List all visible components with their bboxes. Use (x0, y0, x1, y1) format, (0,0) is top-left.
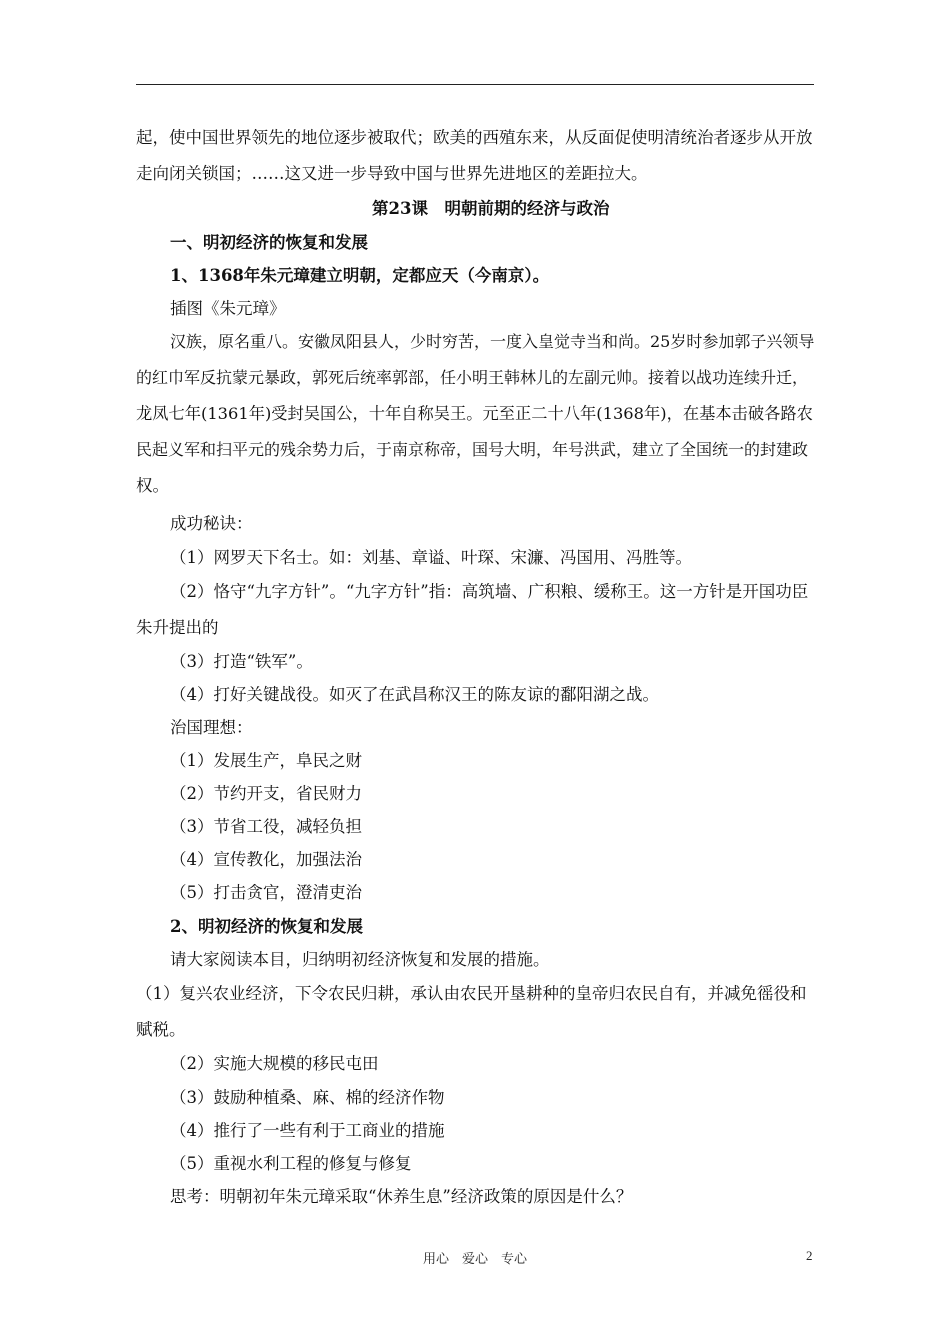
list-item: （5）重视水利工程的修复与修复 (170, 1154, 412, 1173)
question-line: 思考：明朝初年朱元璋采取“休养生息”经济政策的原因是什么？ (170, 1187, 633, 1206)
paragraph-line: 走向闭关锁国；……这又进一步导致中国与世界先进地区的差距拉大。 (136, 164, 648, 183)
header-rule (136, 84, 814, 85)
paragraph-line: 的红巾军反抗蒙元暴政，郭死后统率郭部，任小明王韩林儿的左副元帅。接着以战功连续升迁， (136, 368, 809, 387)
list-heading: 治国理想： (170, 718, 253, 737)
paragraph-line: 汉族，原名重八。安徽凤阳县人，少时穷苦，一度入皇觉寺当和尚。25岁时参加郭子兴领导 (170, 332, 815, 351)
list-item: （3）鼓励种植桑、麻、棉的经济作物 (170, 1088, 445, 1107)
list-heading: 成功秘诀： (170, 514, 253, 533)
list-item: （4）推行了一些有利于工商业的措施 (170, 1121, 445, 1140)
lesson-title: 第23课 明朝前期的经济与政治 (372, 199, 610, 218)
paragraph-line: 权。 (136, 476, 169, 495)
paragraph-line: 请大家阅读本目，归纳明初经济恢复和发展的措施。 (170, 950, 550, 969)
footer-motto: 用心 爱心 专心 (422, 1252, 527, 1267)
list-item: （1）发展生产，阜民之财 (170, 751, 362, 770)
page-number: 2 (806, 1248, 813, 1263)
list-item: （5）打击贪官，澄清吏治 (170, 883, 362, 902)
paragraph-line: 起，使中国世界领先的地位逐步被取代；欧美的西殖东来，从反面促使明清统治者逐步从开放 (136, 128, 813, 147)
list-item: （1）网罗天下名士。如：刘基、章谥、叶琛、宋濂、冯国用、冯胜等。 (170, 548, 692, 567)
list-item: （2）实施大规模的移民屯田 (170, 1054, 379, 1073)
list-item: （3）打造“铁军”。 (170, 652, 313, 671)
list-item: （4）打好关键战役。如灭了在武昌称汉王的陈友谅的鄱阳湖之战。 (170, 685, 659, 704)
list-item-continuation: 赋税。 (136, 1020, 186, 1039)
paragraph-line: 龙凤七年(1361年)受封吴国公，十年自称吴王。元至正二十八年(1368年)，在基本击破各路农 (136, 404, 813, 423)
list-item: （2）节约开支，省民财力 (170, 784, 362, 803)
list-item: （2）恪守“九字方针”。“九字方针”指：高筑墙、广积粮、缓称王。这一方针是开国功臣 (170, 582, 809, 601)
paragraph-line: 民起义军和扫平元的残余势力后，于南京称帝，国号大明，年号洪武，建立了全国统一的封建政 (136, 440, 809, 459)
list-item: （1）复兴农业经济，下令农民归耕，承认由农民开垦耕种的皇帝归农民自有，并减免徭役和 (136, 984, 807, 1003)
illustration-caption: 插图《朱元璋》 (170, 299, 286, 318)
section-heading: 一、明初经济的恢复和发展 (170, 233, 368, 252)
list-item-continuation: 朱升提出的 (136, 618, 219, 637)
list-item: （3）节省工役，减轻负担 (170, 817, 362, 836)
subsection-heading: 2、明初经济的恢复和发展 (170, 917, 363, 936)
subsection-heading: 1、1368年朱元璋建立明朝，定都应天（今南京）。 (170, 266, 550, 285)
list-item: （4）宣传教化，加强法治 (170, 850, 362, 869)
